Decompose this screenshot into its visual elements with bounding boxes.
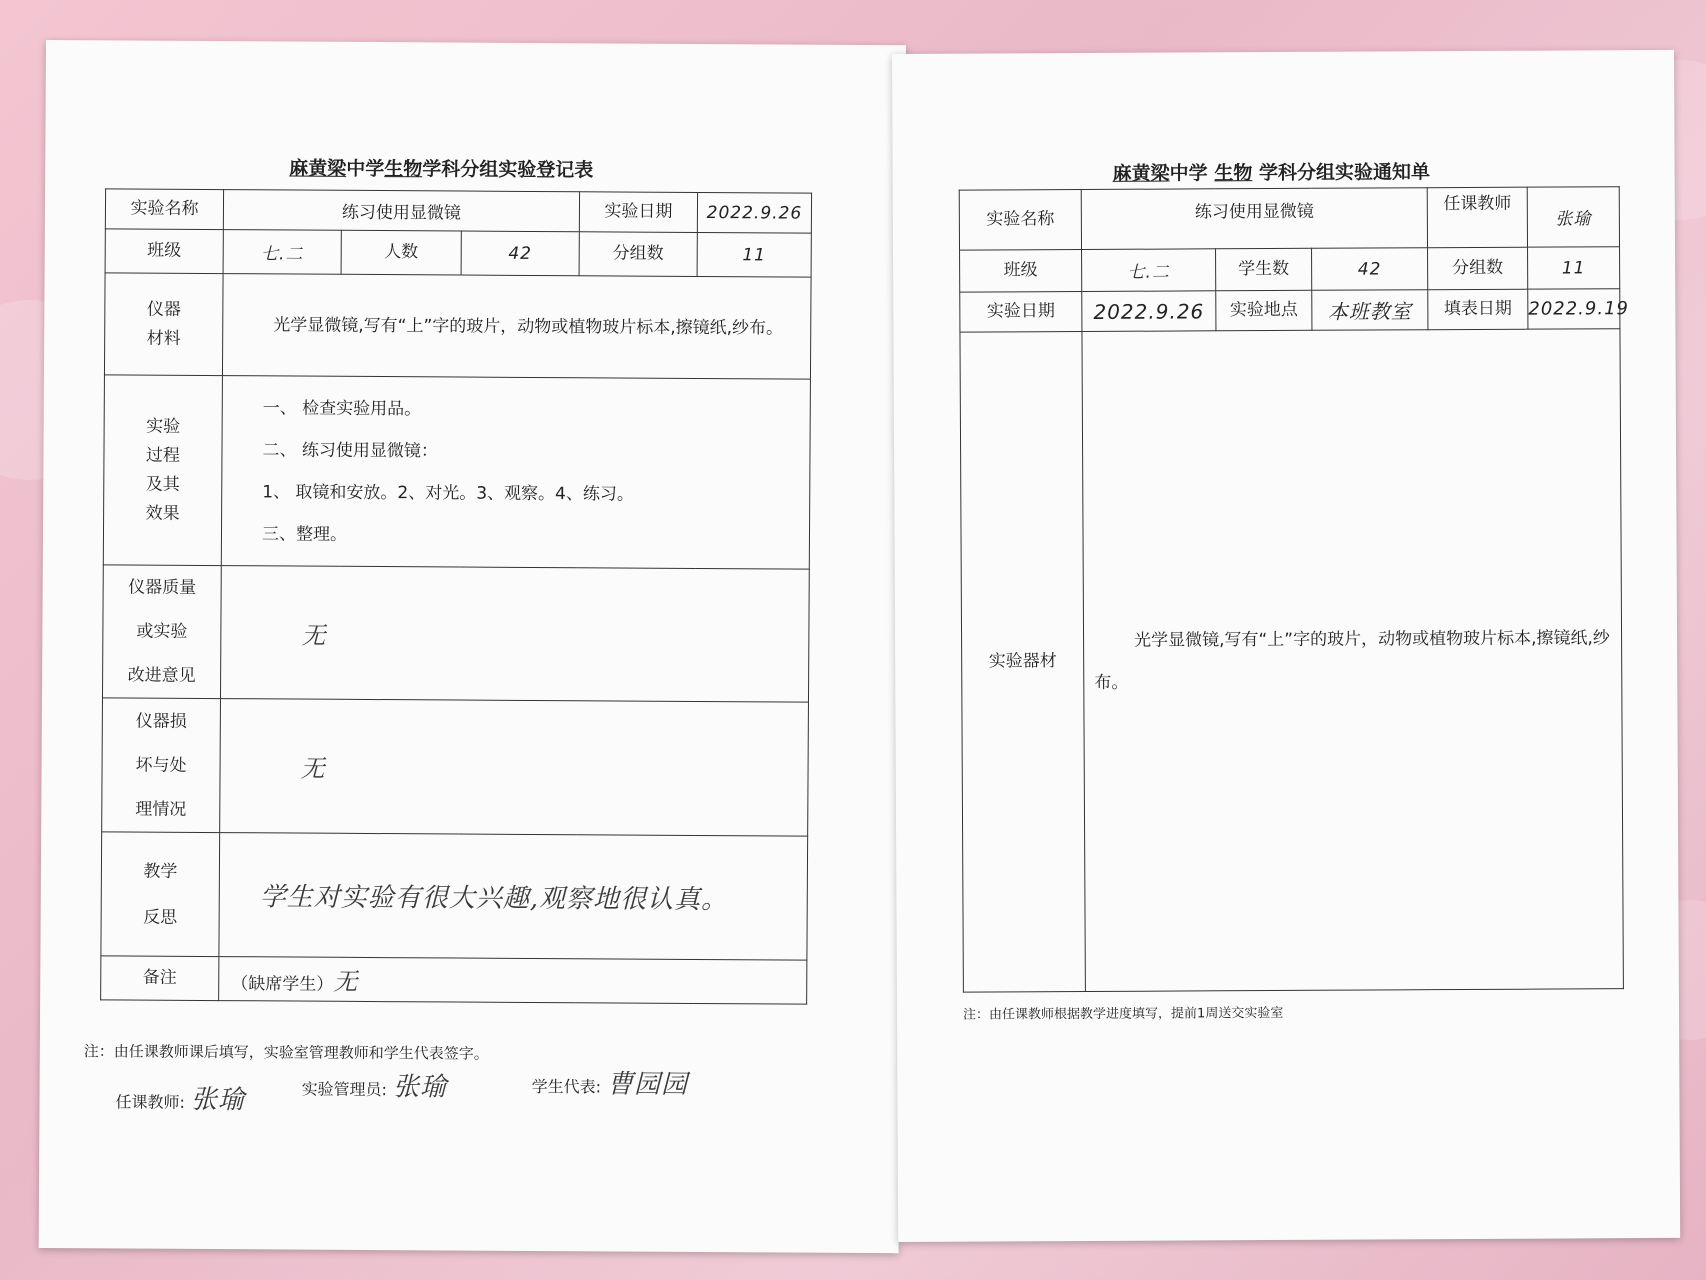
- notice-form-title: 麻黄梁中学 生物 学科分组实验通知单: [1112, 161, 1430, 185]
- student-count-label: 人数: [341, 230, 461, 275]
- group-count-label: 分组数: [579, 232, 697, 277]
- notice-note: 注：由任课教师根据教学进度填写，提前1周送交实验室: [962, 1005, 1284, 1023]
- materials-label: 仪器 材料: [104, 273, 223, 376]
- class-value: 七.二: [223, 230, 341, 275]
- admin-signature: 实验管理员: 张瑜: [301, 1072, 448, 1103]
- notice-place-value: 本班教室: [1312, 290, 1428, 331]
- quality-label: 仪器质量 或实验 改进意见: [102, 565, 221, 699]
- notice-materials-label: 实验器材: [960, 332, 1085, 993]
- group-count-value: 11: [697, 232, 811, 277]
- teacher-signature: 任课教师: 张瑜: [115, 1084, 246, 1116]
- notice-materials-text: 光学显微镜,写有“上”字的玻片，动物或植物玻片标本,擦镜纸,纱布。: [1082, 329, 1623, 992]
- process-line: 三、整理。: [261, 523, 348, 545]
- process-line: 一、 检查实验用品。: [262, 397, 422, 419]
- reflection-label: 教学 反思: [101, 832, 220, 957]
- remarks-value: 无: [333, 967, 359, 996]
- notice-fill-date-value: 2022.9.19: [1528, 289, 1620, 329]
- damage-value: 无: [220, 699, 809, 837]
- class-label: 班级: [105, 229, 223, 274]
- process-content: [221, 376, 810, 570]
- student-signature: 学生代表: 曹园园: [531, 1069, 689, 1100]
- notice-form-sheet: [892, 50, 1680, 1242]
- notice-fill-date-label: 填表日期: [1428, 289, 1528, 330]
- registration-note: 注：由任课教师课后填写，实验室管理教师和学生代表签字。: [83, 1042, 489, 1063]
- notice-place-label: 实验地点: [1216, 290, 1312, 331]
- notice-table: [959, 186, 1630, 992]
- remarks-content: [219, 957, 807, 1005]
- student-count-value: 42: [461, 231, 579, 276]
- registration-table: [100, 188, 812, 1004]
- notice-date-label: 实验日期: [960, 292, 1082, 333]
- notice-date-value: 2022.9.26: [1082, 291, 1216, 332]
- quality-value: 无: [220, 566, 809, 703]
- notice-students-label: 学生数: [1216, 248, 1312, 291]
- experiment-date-label: 实验日期: [579, 192, 697, 233]
- notice-students-value: 42: [1312, 248, 1428, 291]
- notice-teacher-label: 任课教师: [1427, 187, 1527, 248]
- notice-class-label: 班级: [960, 250, 1082, 293]
- reflection-value: 学生对实验有很大兴趣,观察地很认真。: [219, 833, 808, 961]
- damage-label: 仪器损 坏与处 理情况: [102, 698, 221, 833]
- experiment-name-value: 练习使用显微镜: [223, 190, 579, 232]
- registration-form-title: 麻黄梁中学生物学科分组实验登记表: [289, 157, 594, 182]
- process-line: 1、 取镜和安放。2、对光。3、观察。4、练习。: [262, 481, 634, 505]
- notice-class-value: 七.二: [1082, 249, 1216, 292]
- notice-groups-value: 11: [1528, 247, 1620, 289]
- experiment-name-label: 实验名称: [105, 189, 223, 230]
- notice-teacher-value: 张瑜: [1527, 187, 1619, 247]
- notice-experiment-name-label: 实验名称: [959, 190, 1081, 251]
- materials-text: 光学显微镜,写有“上”字的玻片，动物或植物玻片标本,擦镜纸,纱布。: [222, 274, 811, 380]
- process-line: 二、 练习使用显微镜：: [262, 439, 438, 461]
- experiment-date-value: 2022.9.26: [697, 192, 811, 233]
- remarks-label: 备注: [101, 956, 219, 1001]
- notice-experiment-name-value: 练习使用显微镜: [1081, 188, 1427, 250]
- process-label: 实验 过程 及其 效果: [103, 375, 222, 566]
- notice-groups-label: 分组数: [1428, 247, 1528, 290]
- registration-form-sheet: [39, 40, 906, 1253]
- remarks-prefix: （缺席学生）: [231, 974, 334, 995]
